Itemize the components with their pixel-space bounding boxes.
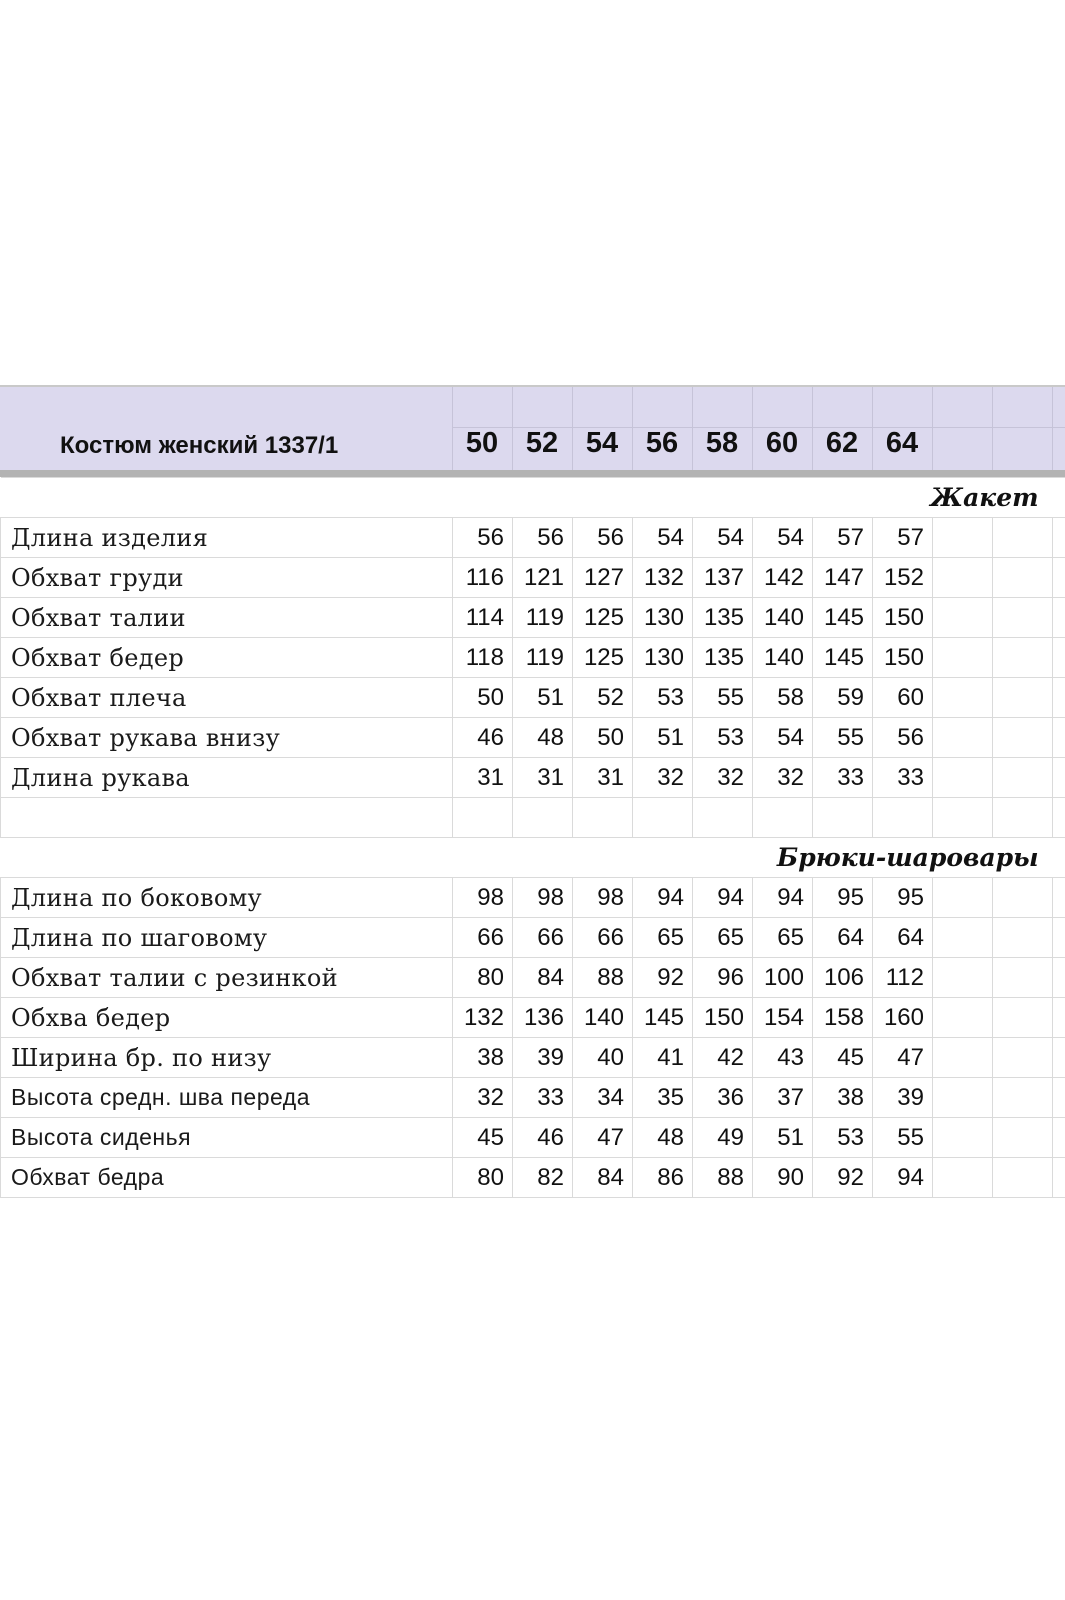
measurement-cell: 56 (453, 518, 513, 558)
measurement-cell: 140 (753, 598, 813, 638)
measurement-cell: 84 (573, 1158, 633, 1198)
empty-cell (933, 678, 993, 718)
measurement-cell: 86 (633, 1158, 693, 1198)
row-label: Обхва бедер (1, 998, 453, 1038)
size-header: 58 (705, 427, 739, 459)
measurement-cell: 45 (453, 1118, 513, 1158)
measurement-cell: 135 (693, 598, 753, 638)
empty-cell (1053, 918, 1065, 958)
measurement-cell: 60 (873, 678, 933, 718)
measurement-cell: 80 (453, 958, 513, 998)
header-column-divider (1052, 387, 1053, 470)
measurement-cell: 38 (453, 1038, 513, 1078)
measurement-cell: 41 (633, 1038, 693, 1078)
measurement-cell: 135 (693, 638, 753, 678)
measurement-cell: 32 (633, 758, 693, 798)
measurement-cell: 158 (813, 998, 873, 1038)
empty-cell (1053, 838, 1065, 878)
product-title: Костюм женский 1337/1 (60, 432, 339, 459)
measurement-cell: 54 (693, 518, 753, 558)
measurement-cell: 33 (873, 758, 933, 798)
row-label: Длина по шаговому (1, 918, 453, 958)
measurement-cell: 98 (513, 878, 573, 918)
measurement-cell: 88 (573, 958, 633, 998)
table-row (1, 678, 1065, 718)
measurement-cell: 137 (693, 558, 753, 598)
empty-cell (753, 798, 813, 838)
empty-cell (933, 1078, 993, 1118)
empty-cell (933, 1118, 993, 1158)
size-header: 64 (885, 427, 919, 459)
measurement-cell: 125 (573, 638, 633, 678)
measurement-cell: 35 (633, 1078, 693, 1118)
measurement-cell: 54 (753, 518, 813, 558)
empty-cell (1053, 1158, 1065, 1198)
measurement-cell: 82 (513, 1158, 573, 1198)
size-header: 56 (645, 427, 679, 459)
measurement-cell: 31 (453, 758, 513, 798)
empty-cell (993, 1078, 1053, 1118)
measurement-cell: 112 (873, 958, 933, 998)
measurement-cell: 47 (573, 1118, 633, 1158)
empty-cell (1053, 798, 1065, 838)
row-label: Обхват талии (1, 598, 453, 638)
empty-cell (1053, 638, 1065, 678)
empty-cell (993, 918, 1053, 958)
measurement-cell: 65 (693, 918, 753, 958)
measurement-cell: 100 (753, 958, 813, 998)
empty-cell (1053, 1038, 1065, 1078)
row-label: Обхват рукава внизу (1, 718, 453, 758)
measurement-cell: 56 (873, 718, 933, 758)
empty-cell (993, 638, 1053, 678)
empty-cell (1053, 678, 1065, 718)
measurement-cell: 114 (453, 598, 513, 638)
measurement-cell: 125 (573, 598, 633, 638)
empty-cell (993, 998, 1053, 1038)
measurement-cell: 51 (513, 678, 573, 718)
row-label: Обхват бедер (1, 638, 453, 678)
empty-cell (933, 598, 993, 638)
measurement-cell: 150 (873, 638, 933, 678)
empty-cell (1053, 478, 1065, 518)
measurement-cell: 119 (513, 598, 573, 638)
empty-cell (993, 1158, 1053, 1198)
empty-cell (933, 918, 993, 958)
empty-cell (933, 718, 993, 758)
empty-cell (993, 518, 1053, 558)
measurement-cell: 65 (633, 918, 693, 958)
section-heading-row (1, 478, 1065, 518)
table-row (1, 998, 1065, 1038)
section-heading-row (1, 838, 1065, 878)
measurement-cell: 116 (453, 558, 513, 598)
empty-cell (993, 1118, 1053, 1158)
row-label: Длина рукава (1, 758, 453, 798)
empty-cell (873, 798, 933, 838)
table-row (1, 1078, 1065, 1118)
measurement-cell: 119 (513, 638, 573, 678)
measurement-cell: 92 (633, 958, 693, 998)
measurement-cell: 145 (813, 598, 873, 638)
empty-cell (1053, 1118, 1065, 1158)
empty-cell (933, 1158, 993, 1198)
measurement-cell: 43 (753, 1038, 813, 1078)
measurement-cell: 57 (813, 518, 873, 558)
measurement-cell: 64 (813, 918, 873, 958)
measurement-cell: 64 (873, 918, 933, 958)
empty-cell (933, 958, 993, 998)
measurement-cell: 39 (873, 1078, 933, 1118)
table-row (1, 918, 1065, 958)
measurement-cell: 94 (633, 878, 693, 918)
measurement-cell: 130 (633, 638, 693, 678)
empty-cell (1053, 958, 1065, 998)
table-row (1, 598, 1065, 638)
empty-row (1, 798, 1065, 838)
empty-cell (993, 718, 1053, 758)
empty-cell (633, 798, 693, 838)
measurement-cell: 98 (573, 878, 633, 918)
empty-cell (993, 878, 1053, 918)
measurement-cell: 55 (873, 1118, 933, 1158)
measurement-cell: 33 (813, 758, 873, 798)
empty-cell (1053, 998, 1065, 1038)
row-label: Высота сиденья (1, 1118, 453, 1158)
table-header (0, 385, 1065, 470)
empty-cell (933, 1038, 993, 1078)
size-header: 62 (825, 427, 859, 459)
measurement-cell: 38 (813, 1078, 873, 1118)
measurement-cell: 127 (573, 558, 633, 598)
measurement-cell: 54 (633, 518, 693, 558)
empty-cell (1053, 598, 1065, 638)
table-row (1, 958, 1065, 998)
measurement-cell: 96 (693, 958, 753, 998)
row-label: Обхват груди (1, 558, 453, 598)
measurement-cell: 118 (453, 638, 513, 678)
measurement-cell: 46 (453, 718, 513, 758)
table-row (1, 878, 1065, 918)
measurement-cell: 53 (813, 1118, 873, 1158)
measurement-cell: 132 (453, 998, 513, 1038)
header-column-divider (932, 387, 933, 470)
measurement-cell: 147 (813, 558, 873, 598)
measurement-cell: 51 (753, 1118, 813, 1158)
empty-cell (1053, 1078, 1065, 1118)
measurement-cell: 94 (693, 878, 753, 918)
measurement-cell: 88 (693, 1158, 753, 1198)
measurement-cell: 92 (813, 1158, 873, 1198)
measurement-cell: 121 (513, 558, 573, 598)
measurement-cell: 95 (873, 878, 933, 918)
measurement-cell: 48 (513, 718, 573, 758)
measurement-cell: 53 (693, 718, 753, 758)
measurement-cell: 80 (453, 1158, 513, 1198)
measurement-cell: 150 (693, 998, 753, 1038)
empty-cell (813, 798, 873, 838)
measurement-cell: 40 (573, 1038, 633, 1078)
empty-cell (993, 958, 1053, 998)
table-row (1, 1158, 1065, 1198)
header-column-divider (992, 387, 993, 470)
empty-cell (933, 518, 993, 558)
measurement-cell: 51 (633, 718, 693, 758)
row-label: Длина по боковому (1, 878, 453, 918)
empty-cell (993, 758, 1053, 798)
measurement-cell: 98 (453, 878, 513, 918)
measurement-cell: 59 (813, 678, 873, 718)
measurement-cell: 154 (753, 998, 813, 1038)
measurement-cell: 55 (813, 718, 873, 758)
empty-cell (993, 598, 1053, 638)
row-label: Обхват плеча (1, 678, 453, 718)
measurement-cell: 160 (873, 998, 933, 1038)
measurement-cell: 36 (693, 1078, 753, 1118)
measurement-cell: 42 (693, 1038, 753, 1078)
measurement-cell: 58 (753, 678, 813, 718)
empty-cell (933, 758, 993, 798)
empty-cell (1053, 558, 1065, 598)
measurement-cell: 95 (813, 878, 873, 918)
measurement-cell: 145 (813, 638, 873, 678)
empty-cell (933, 998, 993, 1038)
row-label: Обхват талии с резинкой (1, 958, 453, 998)
size-header: 60 (765, 427, 799, 459)
measurement-cell: 140 (753, 638, 813, 678)
measurement-cell: 55 (693, 678, 753, 718)
empty-cell (513, 798, 573, 838)
measurement-cell: 50 (573, 718, 633, 758)
measurement-cell: 57 (873, 518, 933, 558)
empty-cell (453, 798, 513, 838)
measurement-cell: 45 (813, 1038, 873, 1078)
table-row (1, 1038, 1065, 1078)
empty-cell (1053, 718, 1065, 758)
measurement-cell: 65 (753, 918, 813, 958)
measurement-cell: 47 (873, 1038, 933, 1078)
measurement-cell: 31 (573, 758, 633, 798)
measurement-cell: 66 (573, 918, 633, 958)
empty-cell (1, 798, 453, 838)
section-title: Брюки-шаровары (1, 838, 1053, 878)
row-label: Длина изделия (1, 518, 453, 558)
empty-cell (1053, 518, 1065, 558)
table-row (1, 558, 1065, 598)
empty-cell (1053, 758, 1065, 798)
row-label: Обхват бедра (1, 1158, 453, 1198)
measurement-cell: 33 (513, 1078, 573, 1118)
measurement-cell: 94 (753, 878, 813, 918)
header-underline (0, 470, 1065, 477)
measurement-cell: 53 (633, 678, 693, 718)
empty-cell (933, 878, 993, 918)
measurement-cell: 50 (453, 678, 513, 718)
empty-cell (1053, 878, 1065, 918)
measurement-cell: 56 (513, 518, 573, 558)
section-title: Жакет (1, 478, 1053, 518)
measurement-cell: 132 (633, 558, 693, 598)
measurement-cell: 46 (513, 1118, 573, 1158)
measurement-cell: 37 (753, 1078, 813, 1118)
empty-cell (993, 798, 1053, 838)
empty-cell (933, 638, 993, 678)
measurement-cell: 39 (513, 1038, 573, 1078)
measurement-cell: 106 (813, 958, 873, 998)
measurement-cell: 52 (573, 678, 633, 718)
empty-cell (993, 558, 1053, 598)
size-chart (0, 385, 1065, 1198)
measurement-cell: 32 (693, 758, 753, 798)
size-header: 52 (525, 427, 559, 459)
table-row (1, 718, 1065, 758)
measurement-cell: 34 (573, 1078, 633, 1118)
measurement-cell: 145 (633, 998, 693, 1038)
measurement-cell: 94 (873, 1158, 933, 1198)
size-header: 50 (465, 427, 499, 459)
measurement-cell: 142 (753, 558, 813, 598)
empty-cell (933, 558, 993, 598)
row-label: Высота средн. шва переда (1, 1078, 453, 1118)
empty-cell (933, 798, 993, 838)
measurement-cell: 66 (453, 918, 513, 958)
measurement-cell: 150 (873, 598, 933, 638)
measurement-cell: 130 (633, 598, 693, 638)
empty-cell (573, 798, 633, 838)
measurement-cell: 48 (633, 1118, 693, 1158)
measurement-cell: 31 (513, 758, 573, 798)
measurement-cell: 49 (693, 1118, 753, 1158)
measurement-cell: 56 (573, 518, 633, 558)
table-row (1, 1118, 1065, 1158)
measurement-cell: 54 (753, 718, 813, 758)
table-row (1, 638, 1065, 678)
measurements-table (0, 477, 1065, 1198)
measurement-cell: 152 (873, 558, 933, 598)
measurement-cell: 90 (753, 1158, 813, 1198)
measurement-cell: 32 (453, 1078, 513, 1118)
table-row (1, 518, 1065, 558)
row-label: Ширина бр. по низу (1, 1038, 453, 1078)
empty-cell (993, 1038, 1053, 1078)
measurement-cell: 84 (513, 958, 573, 998)
measurement-cell: 140 (573, 998, 633, 1038)
empty-cell (693, 798, 753, 838)
table-row (1, 758, 1065, 798)
empty-cell (993, 678, 1053, 718)
measurement-cell: 32 (753, 758, 813, 798)
measurement-cell: 136 (513, 998, 573, 1038)
measurement-cell: 66 (513, 918, 573, 958)
size-header: 54 (585, 427, 619, 459)
